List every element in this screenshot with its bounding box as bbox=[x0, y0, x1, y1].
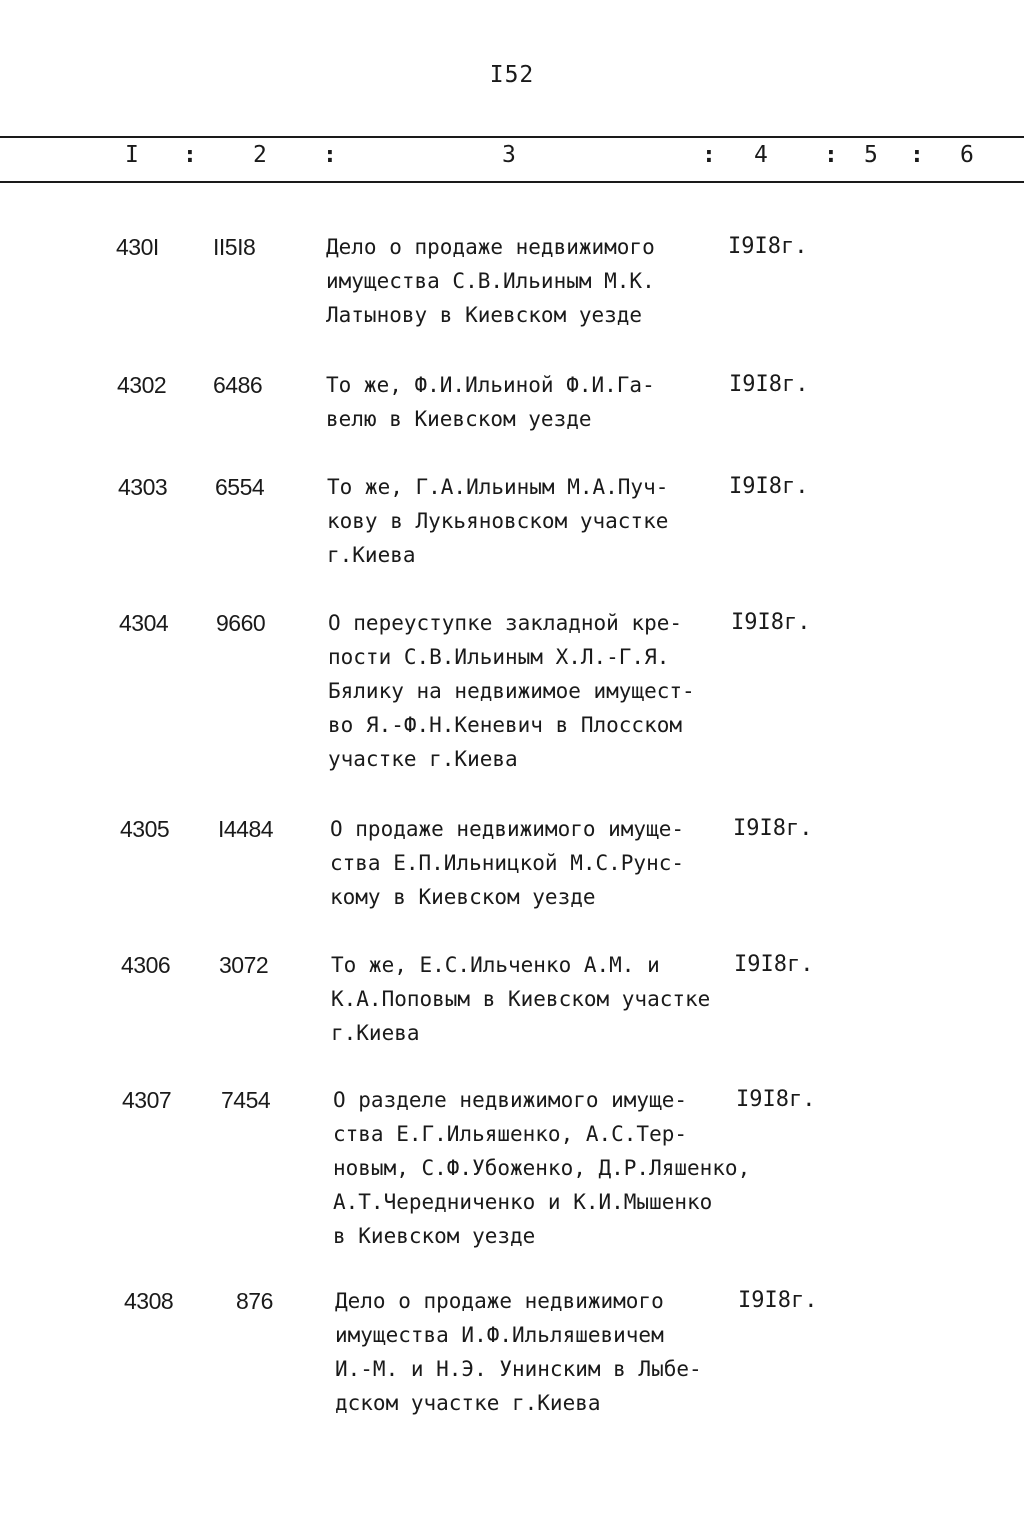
entry-number: 4303 bbox=[118, 474, 168, 500]
entry-title-line: во Я.-Ф.Н.Кеневич в Плосском bbox=[328, 713, 683, 737]
entry-date: I9I8г. bbox=[734, 952, 814, 977]
column-header-4: 4 bbox=[754, 142, 768, 168]
entry-title-line: кому в Киевском уезде bbox=[330, 885, 596, 909]
entry-title-line: г.Киева bbox=[331, 1021, 420, 1045]
entry-title bbox=[326, 230, 746, 332]
entry-title-line: О переуступке закладной кре- bbox=[328, 611, 683, 635]
entry-title bbox=[330, 812, 750, 914]
entry-title-line: О продаже недвижимого имуще- bbox=[330, 817, 685, 841]
entry-title-line: Дело о продаже недвижимого bbox=[335, 1289, 664, 1313]
entry-title-line: К.А.Поповым в Киевском участке bbox=[331, 987, 711, 1011]
entry-title bbox=[328, 606, 748, 776]
entry-title bbox=[335, 1284, 755, 1420]
entry-title-line: А.Т.Чередниченко и К.И.Мышенко bbox=[333, 1190, 713, 1214]
entry-inventory: II5I8 bbox=[213, 234, 256, 260]
entry-title-line: Латынову в Киевском уезде bbox=[326, 303, 643, 327]
entry-date: I9I8г. bbox=[731, 610, 811, 635]
entry-inventory: 6554 bbox=[215, 474, 265, 500]
entry-title-line: имущества И.Ф.Ильляшевичем bbox=[335, 1323, 664, 1347]
entry-title-line: О разделе недвижимого имуще- bbox=[333, 1088, 688, 1112]
entry-number: 4308 bbox=[124, 1288, 174, 1314]
entry-title-line: новым, С.Ф.Убоженко, Д.Р.Ляшенко, bbox=[333, 1156, 751, 1180]
column-separator: : bbox=[910, 142, 924, 168]
entry-date: I9I8г. bbox=[733, 816, 813, 841]
entry-title-line: в Киевском уезде bbox=[333, 1224, 536, 1248]
entry-title-line: ства Е.П.Ильницкой М.С.Рунс- bbox=[330, 851, 685, 875]
entry-title-line: участке г.Киева bbox=[328, 747, 518, 771]
entry-inventory: 876 bbox=[236, 1288, 273, 1314]
entry-inventory: 3072 bbox=[219, 952, 269, 978]
column-header-3: 3 bbox=[502, 142, 516, 168]
entry-title-line: ства Е.Г.Ильяшенко, А.С.Тер- bbox=[333, 1122, 688, 1146]
entry-number: 4305 bbox=[120, 816, 170, 842]
entry-date: I9I8г. bbox=[728, 234, 808, 259]
entry-number: 4302 bbox=[117, 372, 167, 398]
entry-title-line: И.-М. и Н.Э. Унинским в Лыбе- bbox=[335, 1357, 702, 1381]
entry-title-line: Дело о продаже недвижимого bbox=[326, 235, 655, 259]
entry-title-line: дском участке г.Киева bbox=[335, 1391, 601, 1415]
entry-title bbox=[326, 368, 746, 436]
entry-title bbox=[331, 948, 751, 1050]
entry-number: 4307 bbox=[122, 1087, 172, 1113]
column-separator: : bbox=[702, 142, 716, 168]
entry-title-line: То же, Г.А.Ильиным М.А.Пуч- bbox=[327, 475, 669, 499]
entry-title-line: пости С.В.Ильиным Х.Л.-Г.Я. bbox=[328, 645, 670, 669]
column-header-5: 5 bbox=[864, 142, 878, 168]
column-header-1: I bbox=[125, 142, 139, 168]
entry-title-line: То же, Е.С.Ильченко А.М. и bbox=[331, 953, 660, 977]
column-header-2: 2 bbox=[253, 142, 267, 168]
entry-title-line: имущества С.В.Ильиным М.К. bbox=[326, 269, 655, 293]
entry-date: I9I8г. bbox=[729, 474, 809, 499]
entry-title-line: кову в Лукьяновском участке bbox=[327, 509, 669, 533]
entry-title-line: Бялику на недвижимое имущест- bbox=[328, 679, 695, 703]
entry-title-line: г.Киева bbox=[327, 543, 416, 567]
entry-inventory: I4484 bbox=[218, 816, 274, 842]
entry-title-line: То же, Ф.И.Ильиной Ф.И.Га- bbox=[326, 373, 655, 397]
entry-date: I9I8г. bbox=[729, 372, 809, 397]
column-header-6: 6 bbox=[960, 142, 974, 168]
entry-title-line: велю в Киевском уезде bbox=[326, 407, 592, 431]
entry-date: I9I8г. bbox=[736, 1087, 816, 1112]
entry-number: 430I bbox=[116, 234, 159, 260]
entry-inventory: 7454 bbox=[221, 1087, 271, 1113]
page-number: I52 bbox=[489, 62, 535, 88]
entry-title bbox=[333, 1083, 753, 1253]
entry-number: 4306 bbox=[121, 952, 171, 978]
column-separator: : bbox=[824, 142, 838, 168]
header-bottom-rule bbox=[0, 181, 1024, 183]
column-separator: : bbox=[183, 142, 197, 168]
entry-inventory: 9660 bbox=[216, 610, 266, 636]
column-separator: : bbox=[323, 142, 337, 168]
entry-date: I9I8г. bbox=[738, 1288, 818, 1313]
entry-inventory: 6486 bbox=[213, 372, 263, 398]
entry-number: 4304 bbox=[119, 610, 169, 636]
entry-title bbox=[327, 470, 747, 572]
header-top-rule bbox=[0, 136, 1024, 138]
